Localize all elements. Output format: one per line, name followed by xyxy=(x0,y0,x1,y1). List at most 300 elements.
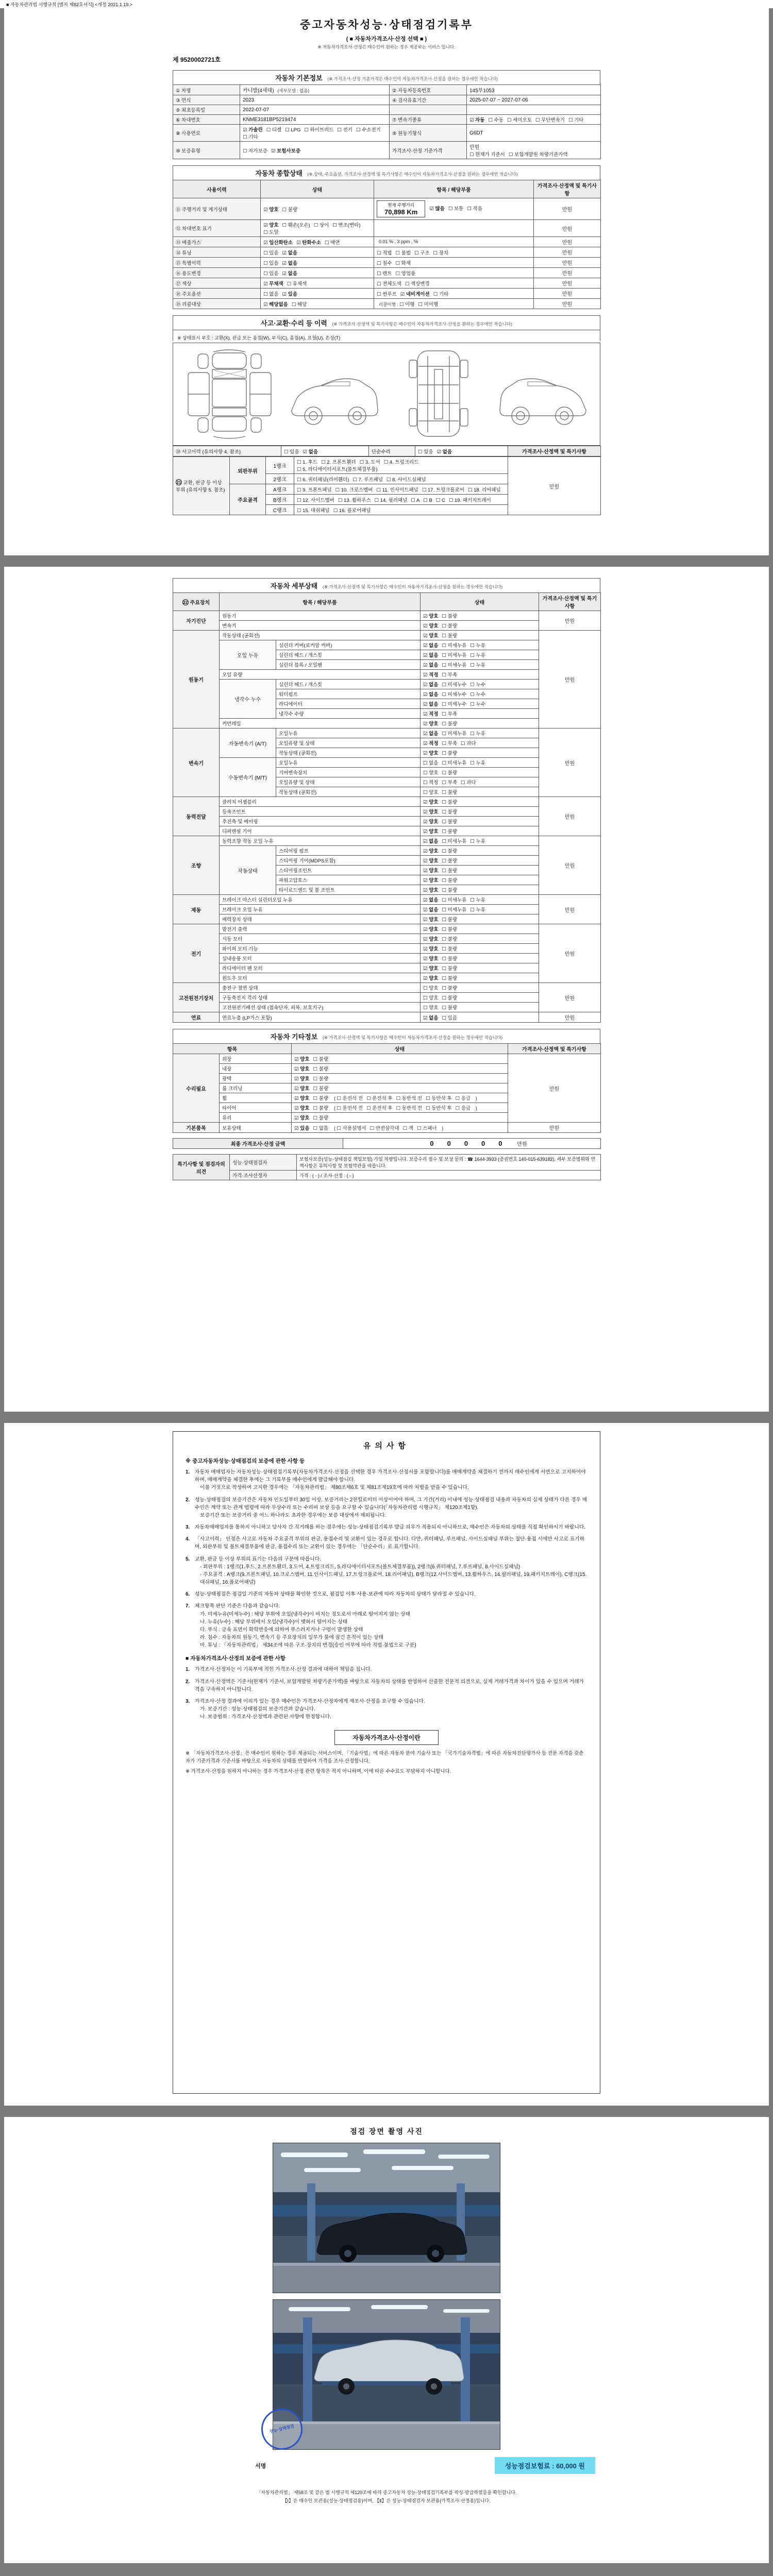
state-cell xyxy=(421,777,539,787)
item-label: 냉각수 수량 xyxy=(276,709,421,719)
checkbox[interactable]: ☐ 운전석 전 xyxy=(337,1106,363,1111)
checkbox[interactable]: ☐ 운전석 후 xyxy=(366,1106,393,1111)
odometer-value: 70,898 Km xyxy=(384,208,418,216)
checkbox[interactable]: ☐ 2. 프론트휀더 xyxy=(321,460,356,465)
item-label: 휠 xyxy=(220,1093,292,1103)
checkbox[interactable]: ☑ 가솔린 xyxy=(243,127,263,133)
checkbox[interactable]: ☐ 미세누유 xyxy=(442,907,467,913)
checkbox[interactable]: ☐ 화재 xyxy=(395,260,411,266)
checkbox[interactable]: ☑ 해당없음 xyxy=(263,301,288,308)
detail-title-text: 자동차 세부상태 xyxy=(270,582,318,590)
checkbox[interactable]: ☐ 불량 xyxy=(442,917,458,923)
checkbox[interactable]: ☑ 적정 xyxy=(423,711,439,717)
checkbox[interactable]: ☐ 16. 플로어패널 xyxy=(333,507,371,514)
checkbox[interactable]: ☐ 양호 xyxy=(423,790,439,795)
checkbox[interactable]: ☑ 양호 xyxy=(423,927,439,933)
checkbox[interactable]: ☐ 누유 xyxy=(470,731,485,737)
item-label: 브레이크 마스터 실린더오일 누유 xyxy=(220,895,421,905)
price-basis-value xyxy=(467,142,601,159)
checkbox[interactable]: ☐ 유채색 xyxy=(287,281,307,287)
checkbox[interactable]: ☐ 썬루프 xyxy=(377,291,397,297)
checkbox[interactable]: ☐ 응급 xyxy=(455,1106,471,1111)
checkbox[interactable]: ☑ 양호 xyxy=(423,888,439,893)
car-submodel: (세부모델 : 없음) xyxy=(277,88,310,93)
checkbox[interactable]: ☐ 보통 xyxy=(448,206,464,212)
checkbox[interactable]: ☐ 불량 xyxy=(442,937,458,942)
checkbox[interactable]: ☑ 양호 xyxy=(263,223,279,228)
checkbox[interactable]: ☐ 훼손(오손) xyxy=(282,223,310,228)
notices-heading-1: ※ 중고자동차성능·상태점검의 보증에 관한 사항 등 xyxy=(186,1458,305,1464)
checkbox[interactable]: ☐ 누유 xyxy=(470,653,485,658)
checkbox[interactable]: ☐ 불량 xyxy=(442,1005,458,1011)
checkbox[interactable]: ☑ 양호 xyxy=(294,1086,310,1092)
checkbox[interactable]: ☐ 이행 xyxy=(399,301,415,308)
checkbox[interactable]: ☑ 양호 xyxy=(294,1115,310,1121)
checkbox[interactable]: ☐ 양호 xyxy=(423,1005,439,1011)
checkbox[interactable]: ☑ 없음 xyxy=(282,250,298,256)
checkbox[interactable]: ☑ 없음 xyxy=(303,449,318,455)
table-row xyxy=(173,680,601,689)
checkbox[interactable]: ☐ 스패너 xyxy=(416,1125,437,1131)
checkbox[interactable]: ☑ 자동 xyxy=(469,117,485,123)
checkbox[interactable]: ☑ 없음 xyxy=(423,897,439,903)
table-row xyxy=(173,670,601,680)
checkbox[interactable]: ☐ 불량 xyxy=(442,614,458,619)
checkbox[interactable]: ☐ 적음 xyxy=(467,206,482,212)
notices-list-2 xyxy=(186,1666,587,1721)
checkbox[interactable]: ☐ 불량 xyxy=(442,623,458,629)
checkbox[interactable]: ☐ 양호 xyxy=(423,995,439,1001)
checkbox[interactable]: ☑ 양호 xyxy=(423,721,439,727)
footer-line-2: 【Ⅰ】은 매수인 보관용(성능·상태점검용)이며, 【Ⅱ】은 성능·상태점검자 보관용(가격조사·산정용)입니다. xyxy=(282,2498,491,2504)
checkbox[interactable]: ☐ 불량 xyxy=(442,633,458,639)
car-side-right-diagram xyxy=(493,346,594,443)
checkbox[interactable]: ☑ 적정 xyxy=(423,672,439,678)
checkbox[interactable]: ☑ 없음 xyxy=(423,702,439,707)
checkbox[interactable]: ☐ 부족 xyxy=(442,711,458,717)
state-cell xyxy=(421,885,539,895)
notice-number: 5. xyxy=(186,1556,190,1562)
checkbox[interactable]: ☑ 양호 xyxy=(423,937,439,942)
state-cell xyxy=(421,934,539,944)
checkbox[interactable]: ☑ 일산화탄소 xyxy=(263,240,293,246)
table-row xyxy=(173,1012,601,1023)
state-cell xyxy=(421,758,539,768)
checkbox[interactable]: ☐ 불량 xyxy=(442,751,458,756)
sub-group-label: 냉각수 누수 xyxy=(220,680,276,719)
checkbox[interactable]: ☐ 양호 xyxy=(423,986,439,991)
price-cell: 만원 xyxy=(534,268,601,278)
checkbox[interactable]: ☐ 있음 xyxy=(442,1015,458,1021)
notice-line: 이를 거짓으로 작성하여 고지한 경우에는 「자동차관리법」 제80조제6호 및 제81조제19호에 따라 처벌을 받을 수 있습니다. xyxy=(200,1485,469,1491)
checkbox[interactable]: ☐ 침수 xyxy=(377,260,392,266)
accident-note: (※ 가격조사·산정액 및 특기사항은 매수인이 자동차가격조사·산정을 원하는 경우에만 적습니다) xyxy=(332,321,512,327)
checkbox[interactable]: ☐ 불량 xyxy=(442,868,458,874)
checkbox[interactable]: ☐ 불량 xyxy=(442,858,458,864)
checkbox[interactable]: ☐ 누유 xyxy=(470,663,485,668)
checkbox[interactable]: ☐ 불량 xyxy=(442,946,458,952)
checkbox[interactable]: ☐ 자가보증 xyxy=(243,148,267,154)
checkbox[interactable]: ☐ 보험개발원 차량기준가액 xyxy=(508,152,568,158)
row-label: ⑫ 차대번호 표기 xyxy=(173,220,261,237)
checkbox[interactable]: ☑ 양호 xyxy=(423,829,439,835)
checkbox[interactable]: ☑ 탄화수소 xyxy=(296,240,321,246)
checkbox[interactable]: ☐ 미세누유 xyxy=(442,653,467,658)
checkbox[interactable]: ☐ 13. 휠하우스 xyxy=(338,497,371,503)
checkbox[interactable]: ☐ 불량 xyxy=(442,800,458,805)
state-cell xyxy=(421,1012,539,1023)
checkbox[interactable]: ☐ 안전삼각대 xyxy=(369,1125,399,1131)
transmission-options xyxy=(467,115,601,125)
checkbox[interactable]: ☐ 누유 xyxy=(470,760,485,766)
checkbox[interactable]: ☐ 불량 xyxy=(313,1096,329,1101)
usage-history-header: 사용이력 xyxy=(173,180,261,198)
etc-table xyxy=(173,1043,601,1133)
checkbox[interactable]: ☐ 17. 트렁크플로어 xyxy=(422,487,464,493)
checkbox[interactable]: ☐ 사용설명서 xyxy=(337,1125,366,1131)
state-cell xyxy=(292,1064,508,1074)
item-cell: 리콜이행 : ☐ 이행 ☐ 미이행 xyxy=(374,299,534,309)
checkbox[interactable]: ☐ 동반석 전 xyxy=(396,1106,423,1111)
checkbox[interactable]: ☐ 4. 트렁크리드 xyxy=(383,460,419,465)
checkbox[interactable]: ☐ 수동 xyxy=(488,117,504,123)
notice-item xyxy=(186,1666,587,1673)
checkbox[interactable]: ☐ 있음 xyxy=(263,250,279,256)
checkbox[interactable]: ☑ 보험사보증 xyxy=(271,148,300,154)
table-row xyxy=(173,1123,601,1133)
checkbox[interactable]: ☑ 양호 xyxy=(423,917,439,923)
checkbox[interactable]: ☑ 있음 xyxy=(282,291,298,297)
notice-number: 3. xyxy=(186,1698,190,1704)
checkbox[interactable]: ☐ 불량 xyxy=(442,888,458,893)
checkbox[interactable]: ☐ 불량 xyxy=(442,878,458,884)
price-cell: 만원 xyxy=(539,895,601,924)
checkbox[interactable]: ☐ 기타 xyxy=(433,291,449,297)
checkbox[interactable]: ☐ 불량 xyxy=(442,819,458,825)
checkbox[interactable]: ☑ 없음 xyxy=(436,449,452,455)
checkbox[interactable]: ☐ 누수 xyxy=(470,692,485,698)
state-cell xyxy=(421,973,539,983)
checkbox[interactable]: ☐ 장치 xyxy=(433,250,449,256)
insurance-fee-badge xyxy=(495,2457,595,2474)
checkbox[interactable]: ☐ 5. 라디에이터서포트(볼트체결부품) xyxy=(297,467,378,472)
checkbox[interactable]: ☑ 양호 xyxy=(294,1057,310,1062)
state-cell xyxy=(292,1074,508,1083)
checkbox[interactable]: ☐ 미세누유 xyxy=(442,663,467,668)
checkbox[interactable]: ☑ 양호 xyxy=(423,976,439,981)
checkbox[interactable]: ☑ 있음 xyxy=(294,1125,310,1131)
checkbox[interactable]: ☐ 미세누유 xyxy=(442,760,467,766)
checkbox[interactable]: ☐ 잭 xyxy=(402,1125,413,1131)
table-row xyxy=(173,457,601,474)
checkbox[interactable]: ☐ 없음 xyxy=(263,291,279,297)
checkbox[interactable]: ☐ 구조 xyxy=(414,250,430,256)
table-row xyxy=(173,621,601,631)
checkbox[interactable]: ☐ 변조(변타) xyxy=(332,223,361,228)
checkbox[interactable]: ☑ 양호 xyxy=(423,819,439,825)
checkbox[interactable]: ☐ 불량 xyxy=(442,790,458,795)
checkbox[interactable]: ☑ 양호 xyxy=(423,858,439,864)
price-basis-unit: 만원 xyxy=(469,145,480,150)
checkbox[interactable]: ☑ 양호 xyxy=(423,623,439,629)
item-label: 룸 크리닝 xyxy=(220,1083,292,1093)
state-cell xyxy=(261,278,374,289)
car-top-unfolded-diagram xyxy=(179,346,280,443)
checkbox[interactable]: ☑ 양호 xyxy=(423,614,439,619)
checkbox[interactable]: ☐ 누수 xyxy=(470,682,485,688)
table-row xyxy=(173,299,601,309)
checkbox[interactable]: ☐ 양호 xyxy=(423,770,439,776)
checkbox[interactable]: ☐ 미세누유 xyxy=(442,897,467,903)
checkbox[interactable]: ☐ 있음 xyxy=(284,449,299,455)
checkbox[interactable]: ☑ 양호 xyxy=(423,849,439,854)
checkbox[interactable]: ☐ 11. 인사이드패널 xyxy=(376,487,418,493)
rankC-label: C랭크 xyxy=(266,505,294,515)
checkbox[interactable]: ☐ 8. 사이드실패널 xyxy=(386,477,426,483)
car-name: 카니발(4세대) xyxy=(243,88,274,94)
checkbox[interactable]: ☐ 있음 xyxy=(263,270,279,277)
table-row xyxy=(173,836,601,846)
price-header: 가격조사·산정액 및 특기사항 xyxy=(534,180,601,198)
checkbox[interactable]: ☑ 없음 xyxy=(423,643,439,649)
checkbox[interactable]: ☐ 세미오토 xyxy=(507,117,532,123)
checkbox[interactable]: ☐ 운전석 전 xyxy=(337,1096,363,1101)
price-cell: 만원 xyxy=(539,611,601,631)
item-label: 시동 모터 xyxy=(220,934,421,944)
state-cell xyxy=(421,621,539,631)
notice-line: 가격조사·산정 결과에 이의가 있는 경우 매수인은 가격조사·산정자에게 재조사·산정을 요구할 수 있습니다. xyxy=(195,1698,425,1704)
state-cell xyxy=(421,748,539,758)
checkbox[interactable]: ☑ 양호 xyxy=(423,633,439,639)
checkbox[interactable]: ☑ 없음 xyxy=(423,653,439,658)
checkbox[interactable]: ☐ A xyxy=(411,497,420,503)
checkbox[interactable]: ☐ 해당 xyxy=(291,301,307,308)
checkbox[interactable]: ☐ LPG xyxy=(285,127,301,133)
table-row xyxy=(173,944,601,954)
checkbox[interactable]: ☐ 응급 xyxy=(455,1096,471,1101)
table-row xyxy=(173,85,601,95)
price-cell: 만원 xyxy=(534,198,601,220)
signature-row xyxy=(173,2457,600,2474)
checkbox[interactable]: ☑ 양호 xyxy=(423,956,439,962)
device-number: 22 xyxy=(183,600,188,605)
checkbox[interactable]: ☐ 14. 필러패널 xyxy=(374,497,408,503)
checkbox[interactable]: ☑ 양호 xyxy=(294,1066,310,1072)
checkbox[interactable]: ☐ 누수 xyxy=(470,702,485,707)
checkbox[interactable]: ☐ 누유 xyxy=(470,897,485,903)
checkbox[interactable]: ☑ 없음 xyxy=(423,692,439,698)
state-cell xyxy=(421,670,539,680)
checkbox[interactable]: ☐ 불량 xyxy=(282,207,298,213)
checkbox[interactable]: ☐ 불량 xyxy=(442,976,458,981)
checkbox[interactable]: ☑ 네비게이션 xyxy=(400,291,430,297)
checkbox[interactable]: ☐ 상이 xyxy=(313,223,329,228)
checkbox[interactable]: ☐ 누유 xyxy=(470,907,485,913)
checkbox[interactable]: ☐ 18. 리어패널 xyxy=(467,487,501,493)
checkbox[interactable]: ☐ 누유 xyxy=(470,643,485,649)
checkbox[interactable]: ☐ 1. 후드 xyxy=(297,460,318,465)
device-header-text: 주요장치 xyxy=(190,600,210,606)
checkbox[interactable]: ☐ 적정 xyxy=(423,780,439,786)
checkbox[interactable]: ☐ 누유 xyxy=(470,839,485,844)
checkbox[interactable]: ☐ 운전석 후 xyxy=(366,1096,393,1101)
warranty-type-options xyxy=(240,142,390,159)
checkbox[interactable]: ☑ 양호 xyxy=(423,751,439,756)
checkbox[interactable]: ☐ 부족 xyxy=(442,741,458,747)
checkbox[interactable]: ☐ 불량 xyxy=(442,966,458,972)
checkbox[interactable]: ☐ 불량 xyxy=(442,721,458,727)
checkbox[interactable]: ☑ 없음 xyxy=(423,663,439,668)
checkbox[interactable]: ☐ 불량 xyxy=(313,1106,329,1111)
checkbox[interactable]: ☐ 3. 도어 xyxy=(359,460,380,465)
checkbox[interactable]: ☐ 미세누수 xyxy=(442,692,467,698)
item-label: 오일유량 및 상태 xyxy=(276,738,421,748)
checkbox[interactable]: ☐ 부족 xyxy=(442,780,458,786)
notice-item xyxy=(186,1590,587,1598)
checkbox[interactable]: ☐ 10. 크로스멤버 xyxy=(335,487,373,493)
accident-price-header: 가격조사·산정액 및 특기사항 xyxy=(508,446,601,456)
checkbox[interactable]: ☐ 없음 xyxy=(313,1125,329,1131)
checkbox[interactable]: ☑ 없음 xyxy=(423,682,439,688)
etc-price-header: 가격조사·산정액 및 특기사항 xyxy=(508,1044,601,1054)
table-row xyxy=(173,95,601,105)
simple-repair-label: 단순수리 xyxy=(369,446,415,456)
checkbox[interactable]: ☐ 불량 xyxy=(313,1115,329,1121)
basic-info-table xyxy=(173,84,601,159)
checkbox[interactable]: ☐ 7. 루프패널 xyxy=(352,477,383,483)
checkbox[interactable]: ☐ 불량 xyxy=(442,849,458,854)
price-cell: 만원 xyxy=(539,728,601,797)
checkbox[interactable]: ☐ 불량 xyxy=(442,829,458,835)
item-cell xyxy=(374,220,534,237)
checkbox[interactable]: ☑ 양호 xyxy=(294,1106,310,1111)
checkbox[interactable]: ☐ 적법 xyxy=(377,250,392,256)
registration-number-value: 145부1053 xyxy=(467,85,601,95)
checkbox[interactable]: ☑ 양호 xyxy=(294,1076,310,1082)
table-row xyxy=(173,758,601,768)
state-cell xyxy=(261,247,374,258)
state-cell xyxy=(421,875,539,885)
state-cell xyxy=(421,699,539,709)
checkbox[interactable]: ☐ 6. 쿼터패널(리어휀더) xyxy=(297,477,349,483)
checkbox[interactable]: ☐ 전기 xyxy=(337,127,352,133)
checkbox[interactable]: ☐ 없음 xyxy=(423,760,439,766)
checkbox[interactable]: ☐ 불량 xyxy=(442,927,458,933)
checkbox[interactable]: ☑ 양호 xyxy=(423,946,439,952)
checkbox[interactable]: ☐ 미세누수 xyxy=(442,682,467,688)
notice-number: 1. xyxy=(186,1469,190,1475)
checkbox[interactable]: ☐ 디젤 xyxy=(266,127,282,133)
state-cell xyxy=(421,954,539,963)
checkbox[interactable]: ☑ 많음 xyxy=(429,206,445,212)
state-cell xyxy=(292,1054,508,1064)
checkbox[interactable]: ☐ 있음 xyxy=(418,449,433,455)
checkbox[interactable]: ☐ 불량 xyxy=(313,1086,329,1092)
checkbox[interactable]: ☐ 하이브리드 xyxy=(304,127,334,133)
checkbox[interactable]: ☑ 없음 xyxy=(282,270,298,277)
checkbox[interactable]: ☑ 없음 xyxy=(423,839,439,844)
checkbox[interactable]: ☑ 양호 xyxy=(423,868,439,874)
checkbox[interactable]: ☐ 불량 xyxy=(442,770,458,776)
checkbox[interactable]: ☑ 양호 xyxy=(423,800,439,805)
checkbox[interactable]: ☐ C xyxy=(435,497,445,503)
price-cell: 만원 xyxy=(539,924,601,983)
checkbox[interactable]: ☐ 색상변경 xyxy=(405,281,430,287)
checkbox[interactable]: ☐ 무단변속기 xyxy=(535,117,565,123)
checkbox[interactable]: ☐ 기타 xyxy=(243,134,258,140)
item-label: 실린더 커버(로커암 커버) xyxy=(276,640,421,650)
row-label: ⑯ 용도변경 xyxy=(173,268,261,278)
checkbox[interactable]: ☐ 12. 사이드멤버 xyxy=(297,497,334,503)
checkbox[interactable]: ☐ 미세누유 xyxy=(442,839,467,844)
checkbox[interactable]: ☐ 렌트 xyxy=(377,270,392,277)
checkbox[interactable]: ☐ 부족 xyxy=(442,672,458,678)
checkbox[interactable]: ☑ 적정 xyxy=(423,741,439,747)
workshop-lift-photo-2 xyxy=(273,2300,500,2449)
checkbox[interactable]: ☐ 15. 대쉬패널 xyxy=(297,507,330,514)
checkbox[interactable]: ☑ 양호 xyxy=(263,207,279,213)
checkbox[interactable]: ☐ 동반석 후 xyxy=(426,1106,452,1111)
warranty-type-label: ⑩ 보증유형 xyxy=(173,142,240,159)
checkbox[interactable]: ☐ 과다 xyxy=(461,780,476,786)
checkbox[interactable]: ☐ 동반석 후 xyxy=(426,1096,452,1101)
checkbox[interactable]: ☐ 불량 xyxy=(313,1057,329,1062)
checkbox[interactable]: ☐ 불량 xyxy=(442,986,458,991)
checkbox[interactable]: ☐ 불량 xyxy=(313,1076,329,1082)
item-label: 유리 xyxy=(220,1113,292,1123)
checkbox[interactable]: ☐ 19. 패키지트레이 xyxy=(448,497,491,503)
checkbox[interactable]: ☐ 불량 xyxy=(313,1066,329,1072)
checkbox[interactable]: ☐ 미세누수 xyxy=(442,702,467,707)
checkbox[interactable]: ☐ 9. 프론트패널 xyxy=(297,487,332,493)
checkbox[interactable]: ☐ 영업용 xyxy=(395,270,416,277)
checkbox[interactable]: ☑ 없음 xyxy=(423,1015,439,1021)
comprehensive-title xyxy=(173,165,600,180)
device-group-label: 연료 xyxy=(173,1012,220,1023)
sub-group-label: 자동변속기 (A/T) xyxy=(220,728,276,758)
exchange-number: 21 xyxy=(176,480,181,485)
checkbox[interactable]: ☐ 불법 xyxy=(395,250,411,256)
checkbox[interactable]: ☑ 없음 xyxy=(423,731,439,737)
checkbox[interactable]: ☑ 양호 xyxy=(423,966,439,972)
checkbox[interactable]: ☐ 미세누유 xyxy=(442,643,467,649)
checkbox[interactable]: ☐ 매연 xyxy=(324,240,340,246)
checkbox[interactable]: ☑ 무채색 xyxy=(263,281,283,287)
checkbox[interactable]: ☐ 전체도색 xyxy=(377,281,401,287)
checkbox[interactable]: ☐ B xyxy=(423,497,432,503)
checkbox[interactable]: ☐ 기타 xyxy=(568,117,584,123)
checkbox[interactable]: ☐ 있음 xyxy=(263,260,279,266)
checkbox[interactable]: ☑ 없음 xyxy=(423,907,439,913)
checkbox[interactable]: ☐ 과다 xyxy=(461,741,476,747)
state-cell xyxy=(421,826,539,836)
checkbox[interactable]: ☐ 도말 xyxy=(263,230,279,235)
checkbox[interactable]: ☑ 양호 xyxy=(423,809,439,815)
checkbox[interactable]: ☐ 수소전기 xyxy=(356,127,381,133)
checkbox[interactable]: ☐ 동반석 전 xyxy=(396,1096,423,1101)
checkbox[interactable]: ☐ 불량 xyxy=(442,995,458,1001)
device-group-label: 기본품목 xyxy=(173,1123,220,1133)
checkbox[interactable]: ☐ 미이행 xyxy=(418,301,439,308)
price-cell: 만원 xyxy=(508,1123,601,1133)
checkbox[interactable]: ☐ 불량 xyxy=(442,956,458,962)
checkbox[interactable]: ☑ 양호 xyxy=(423,878,439,884)
checkbox[interactable]: ☑ 없음 xyxy=(282,260,298,266)
checkbox[interactable]: ☑ 양호 xyxy=(294,1096,310,1101)
checkbox[interactable]: ☐ 현재가 기준서 xyxy=(469,152,505,158)
checkbox[interactable]: ☐ 미세누유 xyxy=(442,731,467,737)
checkbox[interactable]: ☐ 불량 xyxy=(442,809,458,815)
